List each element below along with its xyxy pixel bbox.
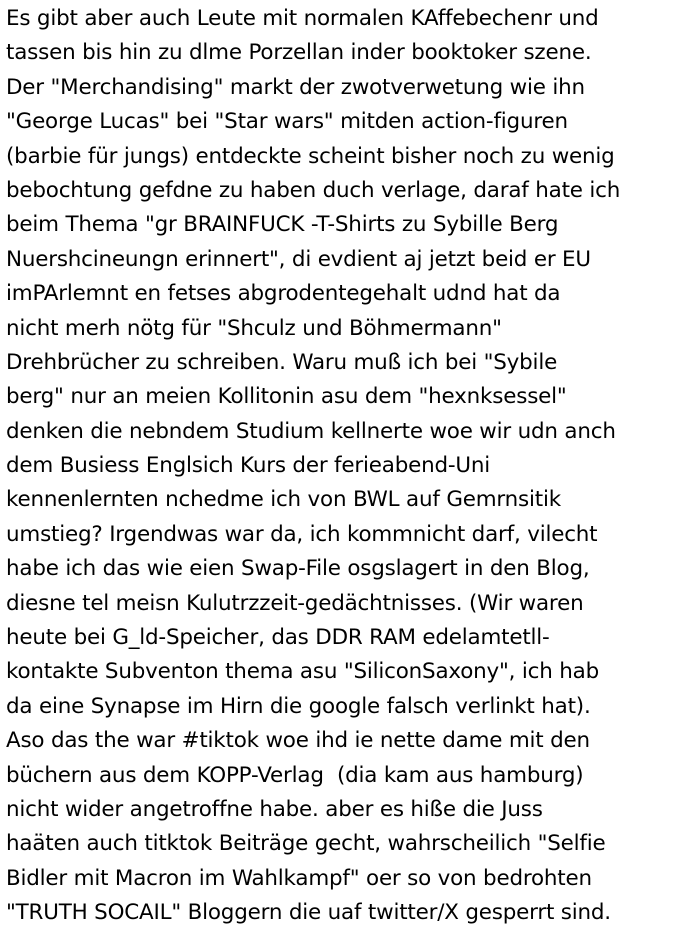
text-line: Es gibt aber auch Leute mit normalen KAffebechenr und	[6, 6, 599, 31]
text-line: diesne tel meisn Kulutrzzeit-gedächtnisses. (Wir waren	[6, 590, 584, 616]
text-line: kennenlernten nchedme ich von BWL auf Gemrnsitik	[6, 487, 561, 513]
text-line: nicht merh nötg für "Shculz und Böhmermann"	[6, 315, 502, 341]
text-line: Aso das the war #tiktok woe ihd ie nette dame mit den	[6, 728, 590, 754]
text-line: beim Thema "gr BRAINFUCK -T-Shirts zu Sybille Berg	[6, 212, 559, 238]
text-line: nicht wider angetroffne habe. aber es hiße die Juss	[6, 796, 543, 822]
text-line: "TRUTH SOCAIL" Bloggern die uaf twitter/X gesperrt sind.	[6, 900, 611, 926]
text-block	[6, 2, 682, 931]
text-line: berg" nur an meien Kollitonin asu dem "hexnksessel"	[6, 384, 567, 410]
text-line: tassen bis hin zu dlme Porzellan inder booktoker szene.	[6, 40, 592, 66]
text-line: dem Busiess Englsich Kurs der ferieabend-Uni	[6, 453, 491, 479]
text-line: (barbie für jungs) entdeckte scheint bisher noch zu wenig	[6, 143, 615, 169]
text-line: imPArlemnt en fetses abgrodentegehalt udnd hat da	[6, 281, 561, 307]
text-line: kontakte Subventon thema asu "SiliconSaxony", ich hab	[6, 659, 599, 685]
text-line: heute bei G_ld-Speicher, das DDR RAM edelamtetll-	[6, 625, 550, 651]
text-line: "George Lucas" bei "Star wars" mitden action-figuren	[6, 109, 568, 135]
text-line: Der "Merchandising" markt der zwotverwetung wie ihn	[6, 74, 585, 100]
text-line: denken die nebndem Studium kellnerte woe wir udn anch	[6, 418, 616, 444]
text-line: da eine Synapse im Hirn die google falsch verlinkt hat).	[6, 693, 591, 719]
text-line: Drehbrücher zu schreiben. Waru muß ich bei "Sybile	[6, 349, 558, 375]
text-line: haäten auch titktok Beiträge gecht, wahrscheilich "Selfie	[6, 831, 606, 857]
text-line: habe ich das wie eien Swap-File osgslagert in den Blog,	[6, 556, 590, 582]
text-line: umstieg? Irgendwas war da, ich kommnicht darf, vilecht	[6, 521, 598, 547]
text-line: bebochtung gefdne zu haben duch verlage, daraf hate ich	[6, 177, 621, 203]
text-line: büchern aus dem KOPP-Verlag (dia kam aus hamburg)	[6, 762, 584, 788]
text-line: Bidler mit Macron im Wahlkampf" oer so von bedrohten	[6, 865, 592, 891]
text-line: Nuershcineungn erinnert", di evdient aj jetzt beid er EU	[6, 246, 591, 272]
